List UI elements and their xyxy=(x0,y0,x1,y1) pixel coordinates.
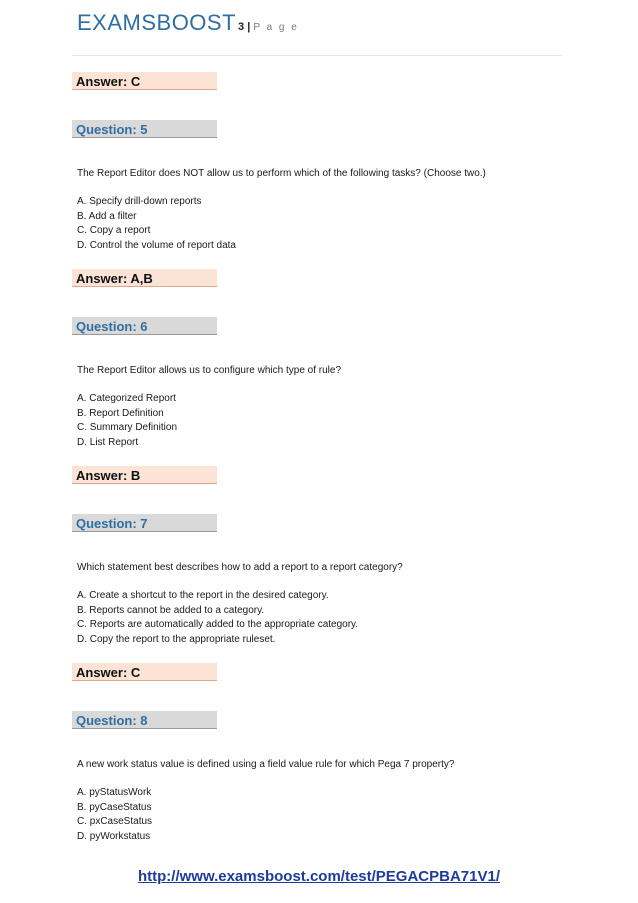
option-b: B. Add a filter xyxy=(77,210,137,222)
option-c: C. Summary Definition xyxy=(77,422,178,433)
option-c: C. Copy a report xyxy=(77,225,151,236)
question-bar: Question: 8 xyxy=(72,711,217,729)
question-text: A new work status value is defined using a field value rule for which Pega 7 property? xyxy=(77,759,455,770)
answer-bar: Answer: C xyxy=(72,72,217,90)
option-b: B. Report Definition xyxy=(77,407,164,419)
option-list xyxy=(77,786,152,844)
option-b: B. pyCaseStatus xyxy=(77,801,152,813)
question-bar: Question: 5 xyxy=(72,120,217,138)
question-text: Which statement best describes how to add a report to a report category? xyxy=(77,562,403,573)
option-d: D. Control the volume of report data xyxy=(77,239,236,251)
option-c: C. Reports are automatically added to the appropriate category. xyxy=(77,619,359,630)
question-text: The Report Editor does NOT allow us to perform which of the following tasks? (Choose two.) xyxy=(77,168,486,179)
option-list xyxy=(77,195,236,253)
page-number: 3 | xyxy=(238,21,251,33)
page-label: P a g e xyxy=(253,22,299,33)
answer-bar: Answer: B xyxy=(72,466,217,484)
brand-logo-text: EXAMSBOOST xyxy=(77,10,237,35)
answer-bar: Answer: A,B xyxy=(72,269,217,287)
header-divider xyxy=(72,55,562,56)
option-c: C. pxCaseStatus xyxy=(77,816,153,827)
question-bar: Question: 7 xyxy=(72,514,217,532)
answer-bar: Answer: C xyxy=(72,663,217,681)
option-d: D. List Report xyxy=(77,436,139,448)
question-text: The Report Editor allows us to configure which type of rule? xyxy=(77,365,342,376)
option-a: A. pyStatusWork xyxy=(77,787,152,798)
footer-link[interactable]: http://www.examsboost.com/test/PEGACPBA71V1/ xyxy=(137,868,501,885)
question-bar: Question: 6 xyxy=(72,317,217,335)
option-list xyxy=(77,392,177,450)
option-a: A. Create a shortcut to the report in the desired category. xyxy=(77,590,329,601)
option-d: D. Copy the report to the appropriate ruleset. xyxy=(77,633,276,645)
option-b: B. Reports cannot be added to a category. xyxy=(77,604,265,616)
option-a: A. Specify drill-down reports xyxy=(77,196,202,207)
option-d: D. pyWorkstatus xyxy=(77,830,151,842)
option-a: A. Categorized Report xyxy=(77,393,176,404)
page-header xyxy=(77,10,299,36)
option-list xyxy=(77,589,358,647)
